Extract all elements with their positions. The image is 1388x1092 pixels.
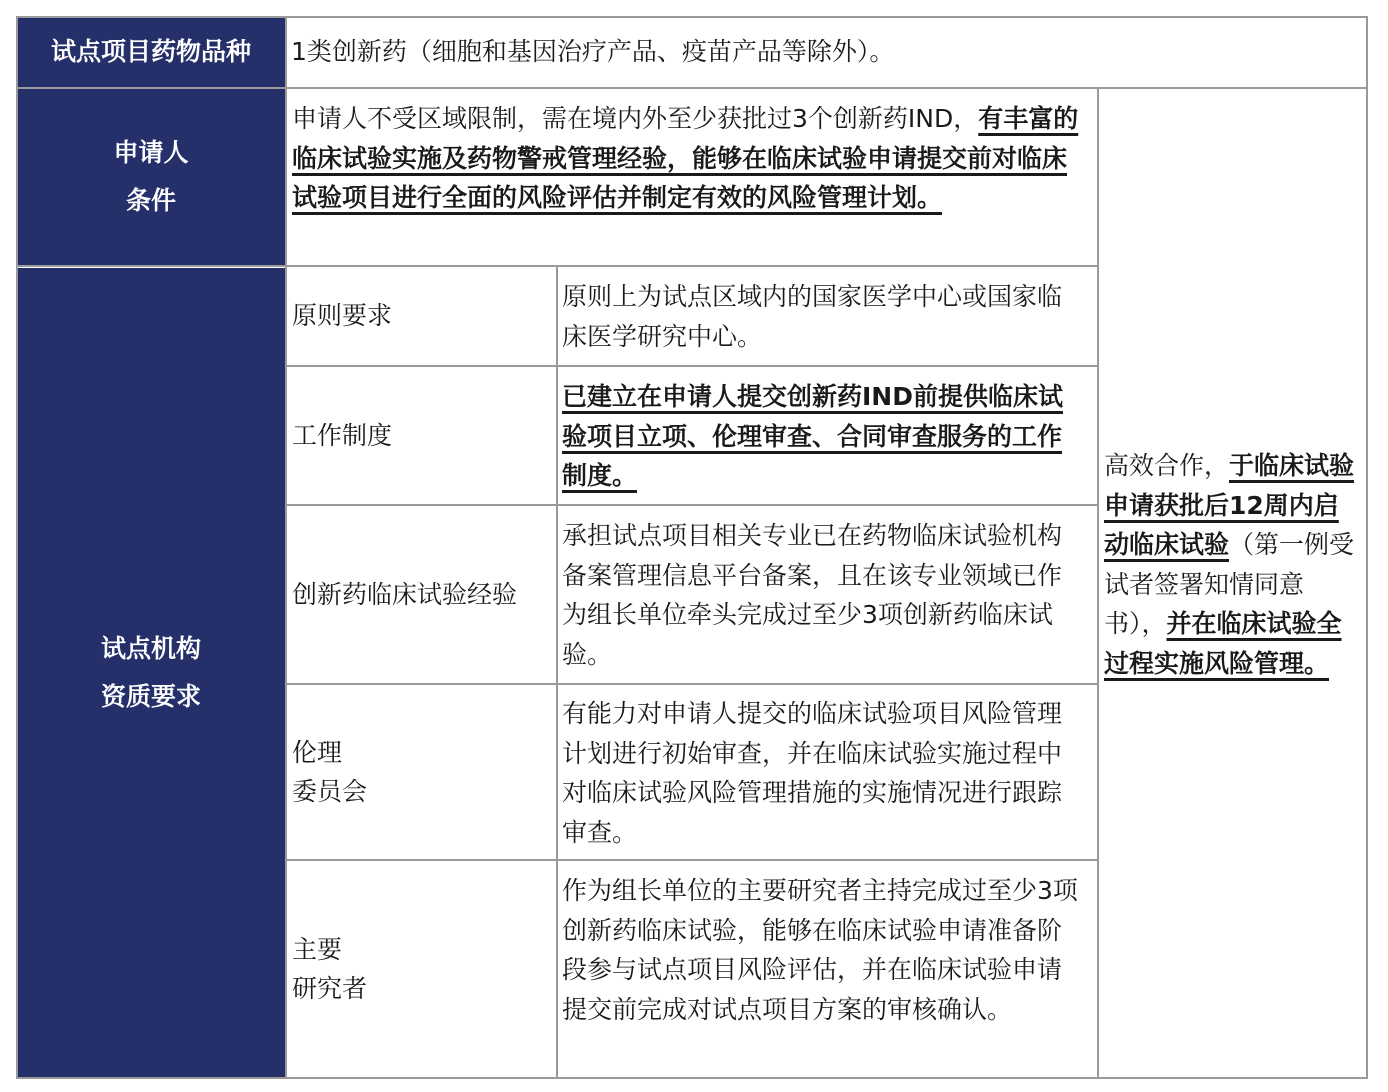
column-divider-header [285, 16, 287, 1079]
column-divider-side [1097, 87, 1099, 1079]
header-applicant-line2: 条件 [125, 186, 176, 215]
applicant-conditions-emphasis: 有丰富的临床试验实施及药物警戒管理经验，能够在临床试验申请提交前对临床试验项目进行全面的风险评估并制定有效的风险管理计划。 [292, 104, 1079, 212]
label-work-system: 工作制度 [292, 420, 393, 450]
header-drug-type [17, 17, 285, 87]
header-drug-type-label: 试点项目药物品种 [50, 37, 251, 66]
desc-trial-experience: 承担试点项目相关专业已在药物临床试验机构备案管理信息平台备案，且在该专业领域已作为组长单位牵头完成过至少3项创新药临床试验。 [562, 521, 1063, 669]
table-border-top [16, 16, 1368, 18]
label-ethics-committee: 伦理 委员会 [292, 737, 368, 806]
header-institution-qualifications [17, 268, 285, 1077]
row-divider-1 [16, 87, 1368, 89]
column-divider-sub [556, 265, 558, 1079]
desc-ethics-committee: 有能力对申请人提交的临床试验项目风险管理计划进行初始审查，并在临床试验实施过程中对临床试验风险管理措施的实施情况进行跟踪审查。 [562, 699, 1063, 847]
header-applicant-conditions [17, 89, 285, 265]
applicant-conditions-plain: 申请人不受区域限制，需在境内外至少获批过3个创新药IND， [292, 104, 979, 133]
table-border-right [1366, 16, 1368, 1079]
header-institution-line2: 资质要求 [100, 681, 201, 711]
label-principal-investigator: 主要 研究者 [292, 934, 368, 1003]
desc-work-system: 已建立在申请人提交创新药IND前提供临床试验项目立项、伦理审查、合同审查服务的工作制度。 [562, 382, 1063, 490]
table-border-bottom [16, 1077, 1368, 1079]
table-border-left [16, 16, 18, 1079]
label-trial-experience: 创新药临床试验经验 [292, 579, 518, 609]
header-applicant-line1: 申请人 [113, 138, 189, 167]
applicant-conditions-text [292, 99, 1088, 218]
desc-principle: 原则上为试点区域内的国家医学中心或国家临床医学研究中心。 [562, 282, 1063, 351]
drug-type-value: 1类创新药（细胞和基因治疗产品、疫苗产品等除外）。 [291, 37, 895, 66]
side-cooperation-note: 高效合作，于临床试验申请获批后12周内启动临床试验（第一例受试者签署知情同意书），并在临床试验全过程实施风险管理。 [1104, 451, 1355, 678]
desc-principal-investigator: 作为组长单位的主要研究者主持完成过至少3项创新药临床试验，能够在临床试验申请准备阶段参与试点项目风险评估，并在临床试验申请提交前完成对试点项目方案的审核确认。 [562, 876, 1078, 1024]
label-principle: 原则要求 [292, 301, 393, 331]
header-institution-line1: 试点机构 [100, 633, 201, 663]
